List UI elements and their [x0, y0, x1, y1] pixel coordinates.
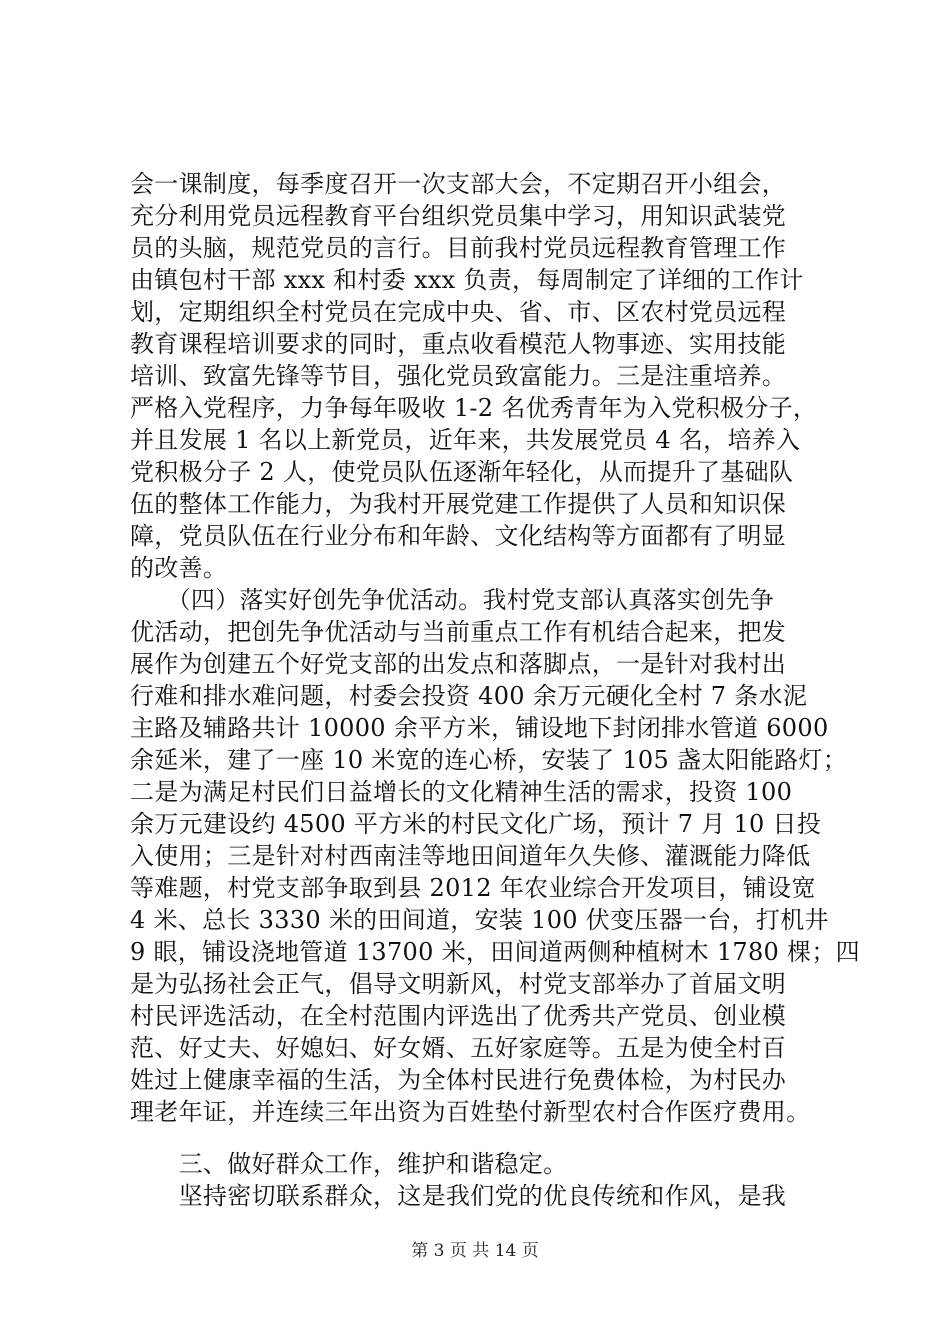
text-line: 入使用；三是针对村西南洼等地田间道年久失修、灌溉能力降低: [130, 842, 811, 870]
text-line: 并且发展 1 名以上新党员，近年来，共发展党员 4 名，培养入: [130, 426, 801, 454]
text-line: 二是为满足村民们日益增长的文化精神生活的需求，投资 100: [130, 778, 793, 806]
text-line: 余万元建设约 4500 平方米的村民文化广场，预计 7 月 10 日投: [130, 810, 822, 838]
paragraph-block-2: [130, 1148, 830, 1212]
text-line: 村民评选活动，在全村范围内评选出了优秀共产党员、创业模: [130, 1002, 787, 1030]
text-line: 展作为创建五个好党支部的出发点和落脚点，一是针对我村出: [130, 650, 787, 678]
text-line: 行难和排水难问题，村委会投资 400 余万元硬化全村 7 条水泥: [130, 682, 808, 710]
paragraph-block-1: [130, 168, 860, 1128]
text-line: 4 米、总长 3330 米的田间道，安装 100 伏变压器一台，打机井: [130, 906, 829, 934]
section-heading: 三、做好群众工作，维护和谐稳定。: [130, 1150, 568, 1178]
text-line: 优活动，把创先争优活动与当前重点工作有机结合起来，把发: [130, 618, 787, 646]
text-line: 由镇包村干部 xxx 和村委 xxx 负责，每周制定了详细的工作计: [130, 266, 804, 294]
text-line: 划，定期组织全村党员在完成中央、省、市、区农村党员远程: [130, 298, 787, 326]
text-line: 坚持密切联系群众，这是我们党的优良传统和作风，是我: [130, 1182, 787, 1210]
text-line: 会一课制度，每季度召开一次支部大会，不定期召开小组会，: [130, 170, 787, 198]
page-number-footer: 第 3 页 共 14 页: [411, 1241, 539, 1261]
document-body: [130, 168, 860, 1212]
text-line: 党积极分子 2 人，使党员队伍逐渐年轻化，从而提升了基础队: [130, 458, 794, 486]
text-line: 9 眼，铺设浇地管道 13700 米，田间道两侧种植树木 1780 棵；四: [130, 938, 860, 966]
text-line: 等难题，村党支部争取到县 2012 年农业综合开发项目，铺设宽: [130, 874, 816, 902]
text-line: （四）落实好创先争优活动。我村党支部认真落实创先争: [130, 586, 775, 614]
text-line: 伍的整体工作能力，为我村开展党建工作提供了人员和知识保: [130, 490, 787, 518]
text-line: 余延米，建了一座 10 米宽的连心桥，安装了 105 盏太阳能路灯；: [130, 746, 848, 774]
text-line: 姓过上健康幸福的生活，为全体村民进行免费体检，为村民办: [130, 1066, 787, 1094]
paragraph-gap: [130, 1128, 830, 1148]
text-line: 教育课程培训要求的同时，重点收看模范人物事迹、实用技能: [130, 330, 787, 358]
text-line: 严格入党程序，力争每年吸收 1-2 名优秀青年为入党积极分子，: [130, 394, 818, 422]
text-line: 范、好丈夫、好媳妇、好女婿、五好家庭等。五是为使全村百: [130, 1034, 787, 1062]
text-line: 培训、致富先锋等节目，强化党员致富能力。三是注重培养。: [130, 362, 787, 390]
text-line: 障，党员队伍在行业分布和年龄、文化结构等方面都有了明显: [130, 522, 787, 550]
text-line: 理老年证，并连续三年出资为百姓垫付新型农村合作医疗费用。: [130, 1098, 811, 1126]
text-line: 的改善。: [130, 554, 228, 582]
text-line: 是为弘扬社会正气，倡导文明新风，村党支部举办了首届文明: [130, 970, 787, 998]
text-line: 充分利用党员远程教育平台组织党员集中学习，用知识武装党: [130, 202, 787, 230]
text-line: 主路及辅路共计 10000 余平方米，铺设地下封闭排水管道 6000: [130, 714, 829, 742]
text-line: 员的头脑，规范党员的言行。目前我村党员远程教育管理工作: [130, 234, 787, 262]
